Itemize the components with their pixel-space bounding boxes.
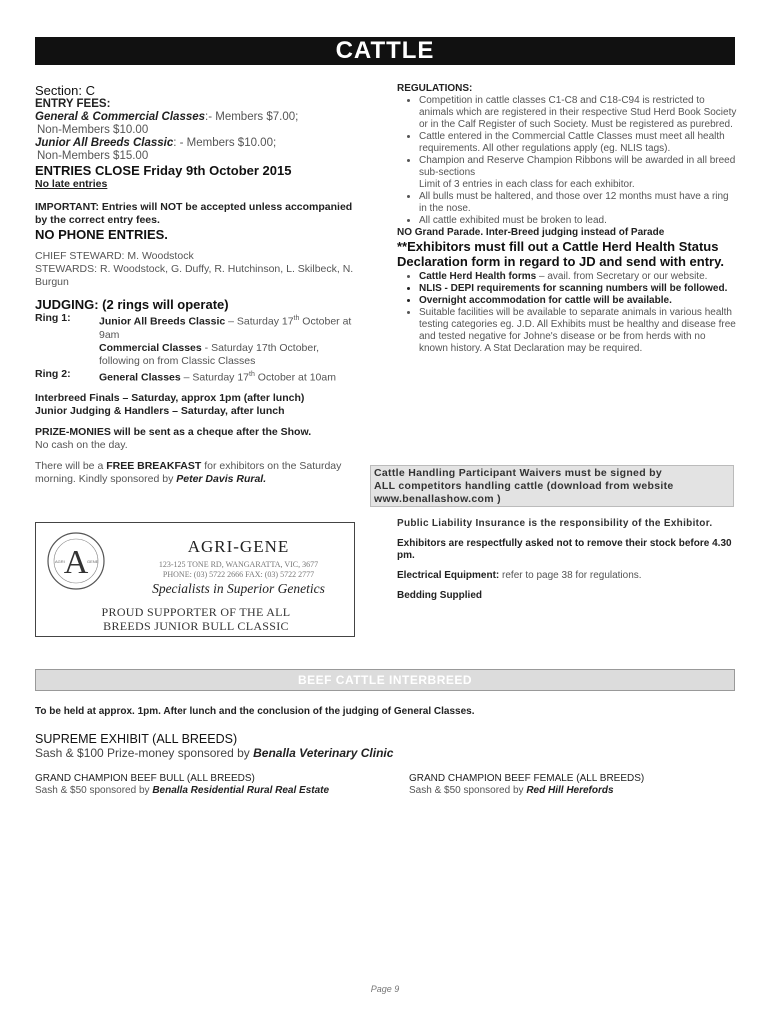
female-title: GRAND CHAMPION BEEF FEMALE (ALL BREEDS): [409, 773, 645, 784]
agri-gene-logo-icon: [46, 531, 106, 591]
ring-1-schedule: Junior All Breeds Classic – Saturday 17th October at 9am Commercial Classes - Saturday 17th October, following on from Classic Classes: [99, 315, 352, 367]
junior-classic-label: Junior All Breeds Classic: [35, 137, 174, 149]
list-item: • All bulls must be haltered, and those over 12 months must have a ring in the nose.: [419, 191, 737, 215]
ring-2-label: Ring 2:: [35, 367, 71, 380]
interbreed-heading: BEEF CATTLE INTERBREED: [297, 673, 473, 687]
general-fee: :- Members $7.00;: [205, 111, 299, 123]
ring-2-schedule: General Classes – Saturday 17th October at 10am: [99, 370, 336, 383]
female-sponsor: Sash & $50 sponsored by Red Hill Herefords: [409, 785, 614, 796]
prize-monies: PRIZE-MONIES will be sent as a cheque after the Show.: [35, 426, 312, 438]
junior-judging: Junior Judging & Handlers – Saturday, after lunch: [35, 405, 285, 417]
right-column: [397, 83, 737, 355]
no-grand-parade: NO Grand Parade. Inter-Breed judging instead of Parade: [397, 227, 665, 238]
ad-supporter-text: PROUD SUPPORTER OF THE ALL BREEDS JUNIOR BULL CLASSIC: [101, 605, 291, 633]
ad-tagline: Specialists in Superior Genetics: [152, 581, 325, 596]
right-lower-notes: [397, 518, 732, 602]
ring-1-label: Ring 1:: [35, 312, 71, 324]
junior-fee: : - Members $10.00;: [173, 137, 277, 149]
chief-steward: CHIEF STEWARD: M. Woodstock: [35, 250, 194, 262]
page-title-banner: [35, 37, 735, 65]
remove-stock-notice: Exhibitors are respectfully asked not to remove their stock before 4.30 pm.: [397, 538, 732, 561]
ring-2: [35, 368, 360, 385]
breakfast-notice: There will be a FREE BREAKFAST for exhibitors on the Saturday morning. Kindly sponsored by Peter Davis Rural.: [35, 460, 342, 485]
general-classes-label: General & Commercial Classes: [35, 111, 206, 123]
grand-champion-bull: [35, 773, 385, 797]
list-item: • Cattle Herd Health forms – avail. from Secretary or our website.: [419, 271, 737, 283]
logo-ring-right: GENE: [87, 559, 99, 564]
no-phone-entries: NO PHONE ENTRIES.: [35, 227, 168, 242]
entries-close: ENTRIES CLOSE Friday 9th October 2015: [35, 163, 292, 178]
list-item: • Cattle entered in the Commercial Cattle Classes must meet all health requirements. All other regulations apply (eg. NLIS tags).: [419, 131, 737, 155]
regulations-heading: REGULATIONS:: [397, 83, 473, 94]
grand-champion-female: [409, 773, 759, 797]
supreme-exhibit: [35, 732, 735, 760]
important-notice: IMPORTANT: Entries will NOT be accepted unless accompanied by the correct entry fees.: [35, 201, 353, 226]
page-number: Page 9: [370, 984, 400, 994]
general-fee-line: [35, 111, 360, 124]
stewards: STEWARDS: R. Woodstock, G. Duffy, R. Hutchinson, L. Skilbeck, N. Burgun: [35, 263, 354, 288]
supreme-title: SUPREME EXHIBIT (ALL BREEDS): [35, 732, 238, 746]
interbreed-text: To be held at approx. 1pm. After lunch and the conclusion of the judging of General Classes.: [35, 706, 475, 717]
page-title: CATTLE: [335, 37, 435, 64]
interbreed-heading-bar: [35, 669, 735, 691]
judging-heading: JUDGING: (2 rings will operate): [35, 297, 229, 312]
list-item: • Competition in cattle classes C1-C8 and C18-C94 is restricted to animals which are registered in their respective Stud Herd Book Society or in the Calf Register of such Society. Must be registered as purebred.: [419, 95, 737, 131]
agri-gene-advertisement: [35, 522, 355, 637]
health-list: [397, 271, 737, 355]
logo-ring-left: AGRI: [55, 559, 65, 564]
junior-nonmember-fee: Non-Members $15.00: [37, 150, 149, 162]
electrical-notice: Electrical Equipment: refer to page 38 for regulations.: [397, 570, 642, 581]
general-nonmember-fee: Non-Members $10.00: [37, 124, 149, 136]
ring-1: [35, 312, 360, 368]
bedding-notice: Bedding Supplied: [397, 590, 482, 601]
supreme-sponsor: Sash & $100 Prize-money sponsored by Benalla Veterinary Clinic: [35, 746, 394, 760]
ad-address-block: [131, 560, 346, 580]
list-item: • All cattle exhibited must be broken to lead.: [419, 215, 737, 227]
entry-fees-heading: ENTRY FEES:: [35, 98, 111, 110]
bull-title: GRAND CHAMPION BEEF BULL (ALL BREEDS): [35, 773, 255, 784]
list-item: • Overnight accommodation for cattle will be available.: [419, 295, 737, 307]
no-cash: No cash on the day.: [35, 439, 128, 451]
no-late-entries: No late entries: [35, 178, 108, 190]
ad-address: 123-125 TONE RD, WANGARATTA, VIC, 3677: [158, 560, 319, 569]
regulations-list: [397, 95, 737, 227]
ad-title: AGRI-GENE: [187, 537, 290, 556]
junior-fee-line: [35, 137, 360, 150]
bull-sponsor: Sash & $50 sponsored by Benalla Residential Rural Real Estate: [35, 785, 330, 796]
list-item: • Suitable facilities will be available to separate animals in various health testing categories eg. J.D. All Exhibits must be healthy and disease free and tested negative for Johne's disease or be from herds with no known history. A Stat Declaration may be required.: [419, 307, 737, 355]
left-column: [35, 83, 360, 486]
cattle-health-notice: **Exhibitors must fill out a Cattle Herd Health Status Declaration form in regard to JD and send with entry.: [397, 239, 724, 269]
waiver-notice: Cattle Handling Participant Waivers must be signed by ALL competitors handling cattle (download from website www.benallashow.com ): [370, 465, 734, 507]
ad-phone: PHONE: (03) 5722 2666 FAX: (03) 5722 2777: [162, 570, 315, 579]
logo-letter: A: [63, 544, 89, 581]
interbreed-finals: Interbreed Finals – Saturday, approx 1pm (after lunch): [35, 392, 305, 404]
list-item: • NLIS - DEPI requirements for scanning numbers will be followed.: [419, 283, 737, 295]
liability-notice: Public Liability Insurance is the responsibility of the Exhibitor.: [397, 518, 713, 529]
section-label: Section: C: [35, 83, 95, 98]
list-item: • Champion and Reserve Champion Ribbons will be awarded in all breed sub-sections Limit of 3 entries in each class for each exhibitor.: [419, 155, 737, 191]
